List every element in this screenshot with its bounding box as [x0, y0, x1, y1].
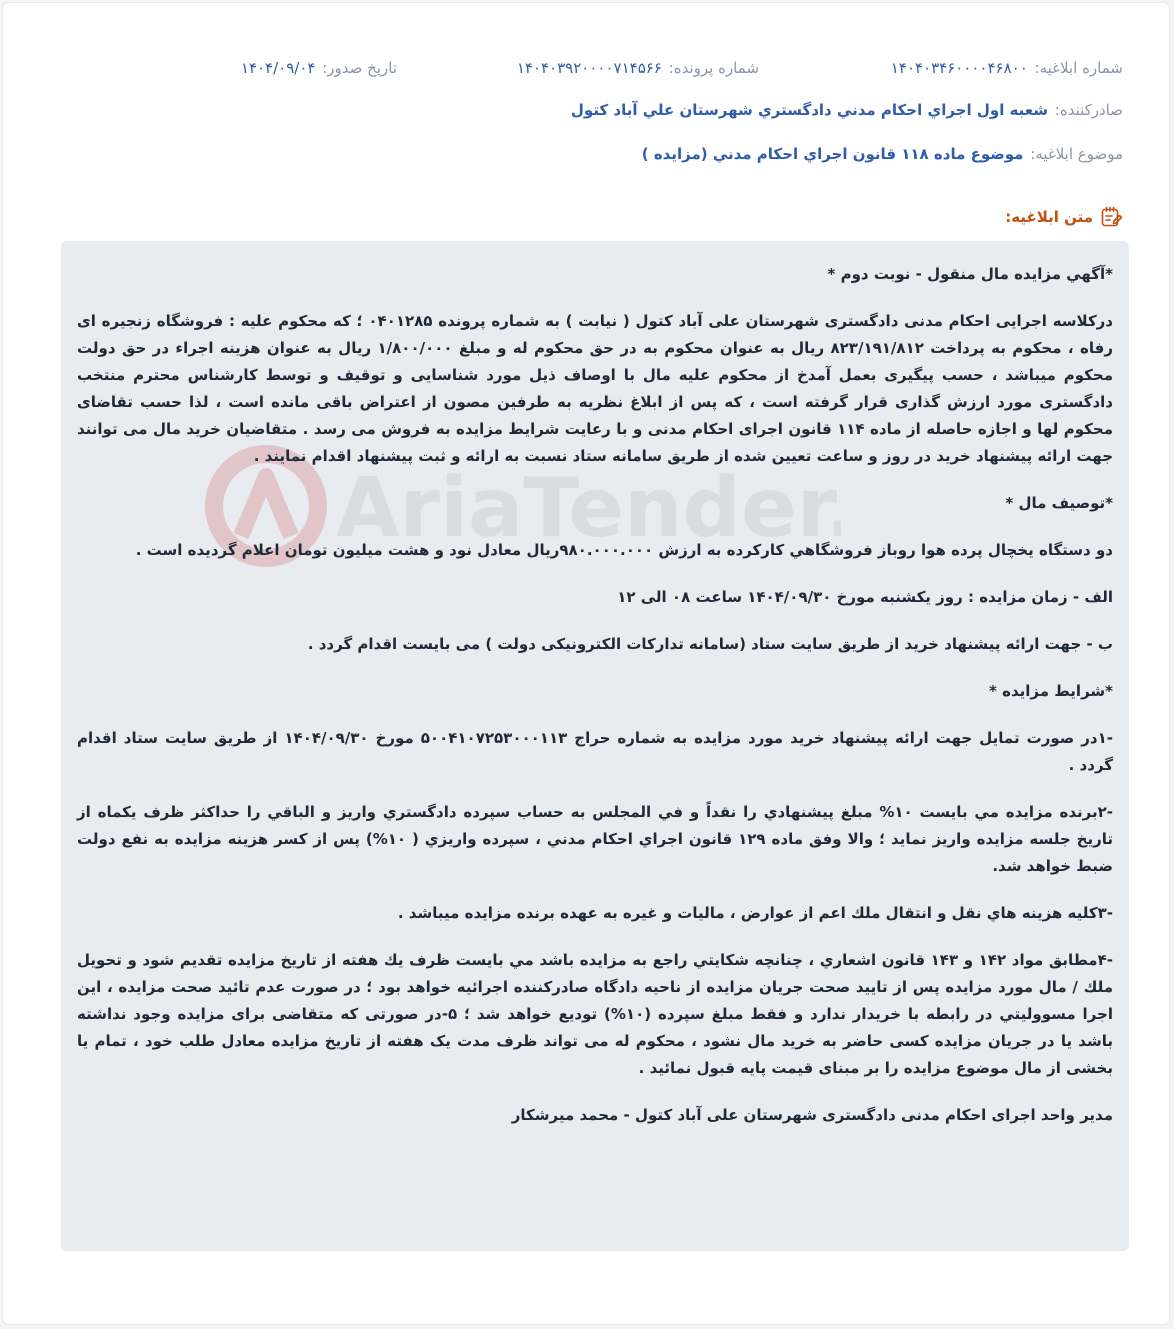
condition-1: -۱در صورت تمایل جهت ارائه پیشنهاد خرید مورد مزایده به شماره حراج ۵۰۰۴۱۰۷۲۵۳۰۰۰۱۱۳ مورخ ۱۴۰۴/۰۹/۳۰ از طریق سایت ستاد اقدام گردد . — [77, 729, 1113, 774]
issue-date — [241, 59, 397, 77]
notice-card — [2, 2, 1170, 1325]
subject-line — [642, 145, 1123, 163]
notice-body — [61, 241, 1129, 1251]
subject-label: موضوع ابلاغیه: — [1030, 145, 1123, 163]
issuer-label: صادرکننده: — [1054, 101, 1123, 119]
condition-3: -۳كليه هزينه هاي نقل و انتقال ملك اعم از عوارض ، ماليات و غيره به عهده برنده مزايده ميباشد . — [397, 904, 1113, 922]
case-number — [517, 59, 759, 77]
notice-text-heading — [1005, 205, 1123, 229]
notice-number-label: شماره ابلاغیه: — [1034, 59, 1123, 77]
description-heading: *توصيف مال * — [1005, 494, 1113, 512]
auction-method: ب - جهت ارائه پیشنهاد خرید از طریق سایت ستاد (سامانه تدارکات الکترونیکی دولت ) می بایست اقدام گردد . — [307, 635, 1113, 653]
notice-number — [891, 59, 1123, 77]
notice-meta-row — [49, 59, 1123, 85]
issue-date-label: تاریخ صدور: — [322, 59, 397, 77]
notepad-icon — [1099, 205, 1123, 229]
notice-text-heading-label: متن ابلاغیه: — [1005, 208, 1093, 226]
issuer-line — [571, 101, 1123, 119]
issue-date-value: ۱۴۰۴/۰۹/۰۴ — [240, 59, 316, 77]
issuer-value: شعبه اول اجراي احكام مدني دادگستري شهرستان علي آباد كتول — [570, 101, 1048, 119]
auction-time: الف - زمان مزایده : روز يكشنبه مورخ ۱۴۰۴/۰۹/۳۰ ساعت ۰۸ الی ۱۲ — [617, 588, 1113, 606]
conditions-heading: *شرايط مزايده * — [989, 682, 1113, 700]
notice-number-value: ۱۴۰۴۰۳۴۶۰۰۰۰۴۶۸۰۰ — [890, 59, 1028, 77]
subject-value: موضوع ماده ۱۱۸ قانون اجراي احكام مدني (مزايده ) — [641, 145, 1024, 163]
description-paragraph: دو دستگاه یخچال پرده هوا روباز فروشگاهي كاركرده به ارزش ۹۸۰.۰۰۰.۰۰۰ریال معادل نود و هشت میلیون تومان اعلام گردیده است . — [135, 541, 1113, 559]
condition-4: -۴مطابق مواد ۱۴۲ و ۱۴۳ قانون اشعاري ، چنانچه شكايتي راجع به مزايده باشد مي بايست ظرف يك هفته از تاريخ مزايده تقديم شود و تحويل ملك / مال مورد مزايده پس از تاييد صحت جريان مزايده از ناحيه دادگاه صادركننده اجرائيه خواهد بود ؛ در صورت عدم تائيد صحت مزايده ، اين اجرا مسووليتي در رابطه با خريدار ندارد و فقط مبلغ سپرده (۱۰%) توديع خواهد شد ؛ ۵-در صورتی که متقاضی برای مزایده وجود نداشته باشد یا در جریان مزایده کسی حاضر به خرید مال نشود ، محکوم له می تواند ظرف مدت یک هفته از تاریخ مزایده معادل طلب خود ، تمام یا بخشی از مال موضوع مزایده را بر مبنای قیمت پایه قبول نمائید . — [77, 951, 1113, 1077]
intro-paragraph: درکلاسه اجرایی احکام مدنی دادگستری شهرستان علی آباد کتول ( نیابت ) به شماره پرونده ۰۴۰۱۲۸۵ ؛ که محکوم علیه : فروشگاه زنجیره ای رفاه ، محکوم به پرداخت ۸۲۳/۱۹۱/۸۱۲ ریال به عنوان محکوم به در حق محکوم له و مبلغ ۱/۸۰۰/۰۰۰ ریال به عنوان هزینه اجراء در حق دولت محکوم میباشد ، حسب پیگیری بعمل آمدخ از محکوم علیه مال با اوصاف ذیل مورد شناسایی و توقیف و توسط کارشناس محترم منتخب دادگستری مورد ارزش گذاری قرار گرفته است ، که پس از ابلاغ نظریه به طرفین مصون از اعتراض باقی مانده است ، لذا حسب تقاضای محکوم لها و اجازه حاصله از ماده ۱۱۴ قانون اجرای احکام مدنی و با رعایت شرایط مزایده به فروش می رسد . متقاضیان خرید مال می توانند جهت ارائه پیشنهاد خرید در روز و ساعت تعیین شده از طریق سامانه ستاد نسبت به ارائه و ثبت پیشنهاد اقدام نمایند . — [77, 312, 1113, 465]
case-number-label: شماره پرونده: — [668, 59, 759, 77]
case-number-value: ۱۴۰۴۰۳۹۲۰۰۰۰۷۱۴۵۶۶ — [516, 59, 662, 77]
signature: مدیر واحد اجرای احکام مدنی دادگستری شهرستان علی آباد کتول - محمد میرشکار — [511, 1106, 1113, 1124]
watermark-text: AriaTender — [336, 461, 826, 556]
auction-heading: *آگهي مزايده مال منقول - نوبت دوم * — [827, 265, 1113, 283]
condition-2: -۲برنده مزايده مي بايست ۱۰% مبلغ پيشنهادي را نقداً و في المجلس به حساب سپرده دادگستري واريز و الباقي را حداكثر ظرف يكماه از تاريخ جلسه مزايده واريز نمايد ؛ والا وفق ماده ۱۲۹ قانون اجراي احكام مدني ، سپرده واريزي ( ۱۰%) پس از كسر هزينه مزايده به نفع دولت ضبط خواهد شد. — [77, 803, 1113, 875]
